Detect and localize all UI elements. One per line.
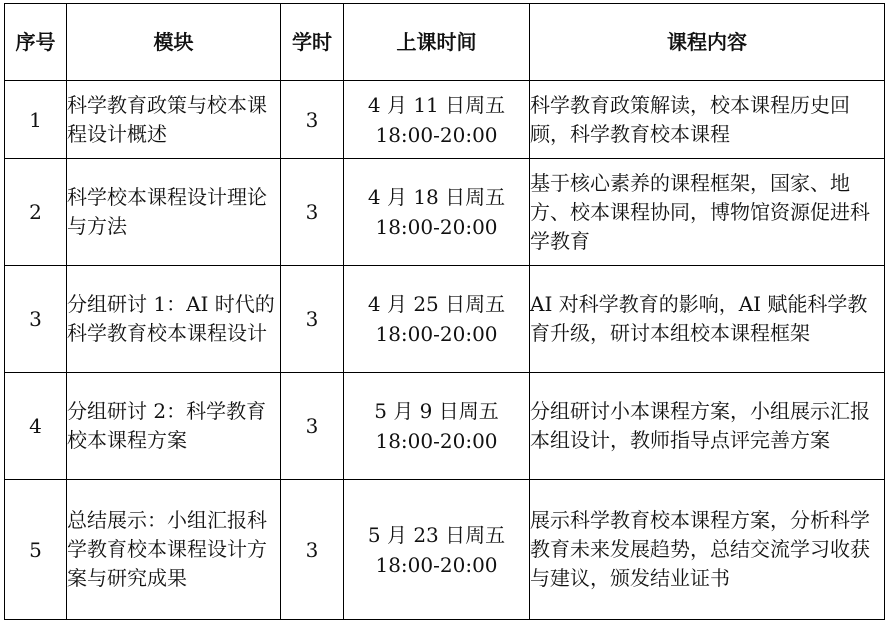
cell-hours: 3 — [281, 480, 344, 620]
cell-clock: 18:00-20:00 — [375, 552, 498, 577]
cell-clock: 18:00-20:00 — [375, 322, 498, 346]
cell-date: 4 月 25 日周五 — [367, 292, 506, 316]
cell-clock: 18:00-20:00 — [375, 122, 498, 147]
table-row — [5, 373, 885, 480]
cell-content: 分组研讨小本课程方案，小组展示汇报本组设计，教师指导点评完善方案 — [530, 373, 885, 480]
header-module: 模块 — [67, 4, 281, 81]
cell-content: 科学教育政策解读，校本课程历史回顾，科学教育校本课程 — [530, 81, 885, 159]
cell-clock: 18:00-20:00 — [375, 429, 498, 453]
cell-date: 4 月 11 日周五 — [367, 92, 506, 117]
cell-date: 5 月 23 日周五 — [367, 522, 506, 547]
cell-time — [344, 81, 530, 159]
table-row — [5, 480, 885, 620]
cell-content: 基于核心素养的课程框架，国家、地方、校本课程协同，博物馆资源促进科学教育 — [530, 159, 885, 266]
cell-content: AI 对科学教育的影响，AI 赋能科学教育升级，研讨本组校本课程框架 — [530, 266, 885, 373]
header-row — [5, 4, 885, 81]
cell-hours: 3 — [281, 373, 344, 480]
cell-date: 5 月 9 日周五 — [374, 399, 499, 423]
table-row — [5, 81, 885, 159]
cell-module: 总结展示：小组汇报科学教育校本课程设计方案与研究成果 — [67, 480, 281, 620]
cell-time — [344, 266, 530, 373]
header-time: 上课时间 — [344, 4, 530, 81]
header-content: 课程内容 — [530, 4, 885, 81]
cell-no: 5 — [5, 480, 67, 620]
header-no: 序号 — [5, 4, 67, 81]
cell-time — [344, 159, 530, 266]
cell-module: 分组研讨 2：科学教育校本课程方案 — [67, 373, 281, 480]
cell-time — [344, 480, 530, 620]
cell-no: 4 — [5, 373, 67, 480]
cell-module: 科学教育政策与校本课程设计概述 — [67, 81, 281, 159]
cell-hours: 3 — [281, 159, 344, 266]
cell-date: 4 月 18 日周五 — [367, 185, 506, 209]
cell-no: 2 — [5, 159, 67, 266]
cell-no: 1 — [5, 81, 67, 159]
cell-module: 科学校本课程设计理论与方法 — [67, 159, 281, 266]
cell-clock: 18:00-20:00 — [375, 215, 498, 239]
table-row — [5, 159, 885, 266]
cell-time — [344, 373, 530, 480]
cell-no: 3 — [5, 266, 67, 373]
course-schedule-table — [4, 3, 885, 620]
cell-hours: 3 — [281, 81, 344, 159]
table-row — [5, 266, 885, 373]
cell-content: 展示科学教育校本课程方案，分析科学教育未来发展趋势，总结交流学习收获与建议，颁发结业证书 — [530, 480, 885, 620]
cell-hours: 3 — [281, 266, 344, 373]
header-hours: 学时 — [281, 4, 344, 81]
cell-module: 分组研讨 1：AI 时代的科学教育校本课程设计 — [67, 266, 281, 373]
